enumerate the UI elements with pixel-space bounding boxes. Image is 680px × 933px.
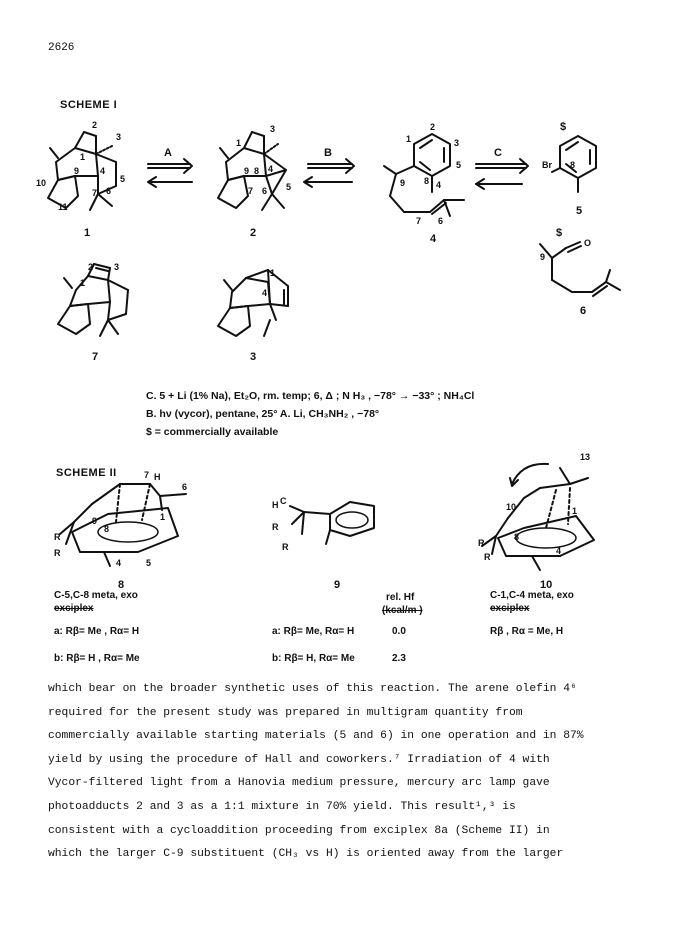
svg-text:13: 13 bbox=[580, 452, 591, 462]
svg-text:1: 1 bbox=[270, 268, 276, 278]
compound-3-number: 3 bbox=[250, 351, 257, 363]
svg-text:9: 9 bbox=[244, 166, 250, 176]
structure-compound-4 bbox=[384, 134, 464, 216]
svg-text:3: 3 bbox=[454, 138, 460, 148]
scheme-1-structures bbox=[0, 110, 680, 390]
svg-text:8: 8 bbox=[104, 524, 110, 534]
svg-text:9: 9 bbox=[92, 516, 98, 526]
svg-text:6: 6 bbox=[438, 216, 444, 226]
structure-compound-9 bbox=[290, 502, 374, 544]
svg-text:9: 9 bbox=[400, 178, 406, 188]
commercial-mark-6: $ bbox=[556, 227, 563, 239]
svg-text:7: 7 bbox=[248, 186, 254, 196]
compound-8-caption-line2: exciplex bbox=[54, 603, 94, 614]
svg-text:4: 4 bbox=[436, 180, 442, 190]
svg-text:9: 9 bbox=[540, 252, 546, 262]
body-line-4: yield by using the procedure of Hall and coworkers.⁷ Irradiation of 4 with bbox=[48, 753, 550, 766]
compound-10-substituents: Rβ , Rα = Me, H bbox=[490, 626, 564, 637]
structure-compound-6 bbox=[540, 242, 620, 296]
compound-8b-substituents: b: Rβ= H , Rα= Me bbox=[54, 653, 140, 664]
svg-text:H: H bbox=[154, 472, 161, 482]
compound-7-number: 7 bbox=[92, 351, 99, 363]
compound-5-number: 5 bbox=[576, 205, 583, 217]
svg-text:10: 10 bbox=[506, 502, 517, 512]
body-line-6: photoadducts 2 and 3 as a 1:1 mixture in 70% yield. This result¹,³ is bbox=[48, 800, 516, 813]
svg-text:4: 4 bbox=[268, 164, 274, 174]
svg-text:1: 1 bbox=[406, 134, 412, 144]
svg-text:3: 3 bbox=[270, 124, 276, 134]
svg-text:R: R bbox=[272, 522, 279, 532]
svg-text:5: 5 bbox=[456, 160, 462, 170]
svg-text:6: 6 bbox=[106, 186, 112, 196]
svg-text:4: 4 bbox=[100, 166, 106, 176]
svg-text:2: 2 bbox=[430, 122, 436, 132]
compound-1-number: 1 bbox=[84, 227, 91, 239]
compound-9a-substituents: a: Rβ= Me, Rα= H bbox=[272, 626, 355, 637]
svg-text:R: R bbox=[484, 552, 491, 562]
svg-text:4: 4 bbox=[262, 288, 268, 298]
compound-4-number: 4 bbox=[430, 233, 437, 245]
compound-10-caption-line1: C-1,C-4 meta, exo bbox=[490, 590, 574, 601]
commercial-mark-5: $ bbox=[560, 121, 567, 133]
svg-text:9: 9 bbox=[74, 166, 80, 176]
compound-9b-substituents: b: Rβ= H, Rα= Me bbox=[272, 653, 355, 664]
conditions-line-c: C. 5 + Li (1% Na), Et₂O, rm. temp; 6, Δ ; N H₃ , −78° → −33° ; NH₄Cl bbox=[146, 390, 475, 402]
svg-text:7: 7 bbox=[92, 188, 98, 198]
svg-text:O: O bbox=[584, 238, 592, 248]
compound-10-number: 10 bbox=[540, 579, 553, 590]
svg-text:2: 2 bbox=[88, 262, 94, 272]
structure-compound-2 bbox=[218, 132, 286, 210]
step-label-c: C bbox=[494, 147, 502, 159]
svg-text:6: 6 bbox=[182, 482, 188, 492]
compound-8a-substituents: a: Rβ= Me , Rα= H bbox=[54, 626, 140, 637]
scheme-1-title: SCHEME I bbox=[60, 99, 118, 111]
energy-value-b: 2.3 bbox=[392, 653, 406, 664]
svg-text:7: 7 bbox=[416, 216, 422, 226]
energy-header-line1: rel. Hf bbox=[386, 592, 415, 603]
svg-text:8: 8 bbox=[570, 160, 576, 170]
svg-text:8: 8 bbox=[254, 166, 260, 176]
energy-header-line2: (kcal/m ) bbox=[382, 605, 423, 616]
svg-text:5: 5 bbox=[146, 558, 152, 568]
svg-text:10: 10 bbox=[36, 178, 47, 188]
svg-text:1: 1 bbox=[80, 152, 86, 162]
conditions-line-ba: B. hν (vycor), pentane, 25° A. Li, CH₃NH₂ , −78° bbox=[146, 408, 380, 420]
compound-8-caption-line1: C-5,C-8 meta, exo bbox=[54, 590, 138, 601]
svg-text:R: R bbox=[282, 542, 289, 552]
body-line-5: Vycor-filtered light from a Hanovia medium pressure, mercury arc lamp gave bbox=[48, 777, 550, 790]
svg-text:R: R bbox=[54, 532, 61, 542]
structure-compound-8 bbox=[60, 484, 186, 566]
svg-text:C: C bbox=[280, 496, 287, 506]
compound-9-number: 9 bbox=[334, 579, 341, 590]
compound-8-number: 8 bbox=[118, 579, 125, 590]
svg-text:8: 8 bbox=[424, 176, 430, 186]
step-label-a: A bbox=[164, 147, 172, 159]
scheme-2-title: SCHEME II bbox=[56, 467, 117, 479]
body-paragraph bbox=[48, 678, 648, 867]
step-label-b: B bbox=[324, 147, 332, 159]
body-line-3: commercially available starting materials (5 and 6) in one operation and in 87% bbox=[48, 730, 584, 743]
energy-value-a: 0.0 bbox=[392, 626, 406, 637]
reaction-arrows bbox=[148, 159, 528, 189]
svg-text:6: 6 bbox=[262, 186, 268, 196]
svg-text:4: 4 bbox=[116, 558, 122, 568]
svg-text:2: 2 bbox=[92, 120, 98, 130]
svg-text:1: 1 bbox=[236, 138, 242, 148]
scheme-2-structures bbox=[0, 440, 680, 590]
compound-10-caption-line2: exciplex bbox=[490, 603, 530, 614]
structure-compound-10 bbox=[482, 464, 594, 570]
compound-2-number: 2 bbox=[250, 227, 257, 239]
svg-text:1: 1 bbox=[80, 278, 86, 288]
svg-text:Br: Br bbox=[542, 160, 553, 170]
structure-compound-7 bbox=[58, 264, 128, 336]
svg-text:5: 5 bbox=[120, 174, 126, 184]
body-line-1: which bear on the broader synthetic uses of this reaction. The arene olefin 4⁶ bbox=[48, 683, 577, 695]
svg-text:8: 8 bbox=[514, 532, 520, 542]
svg-text:R: R bbox=[54, 548, 61, 558]
svg-text:R: R bbox=[478, 538, 485, 548]
svg-text:5: 5 bbox=[286, 182, 292, 192]
svg-text:7: 7 bbox=[144, 470, 150, 480]
svg-text:4: 4 bbox=[556, 546, 562, 556]
body-line-8: which the larger C-9 substituent (CH₃ vs H) is oriented away from the larger bbox=[48, 848, 564, 861]
svg-text:11: 11 bbox=[58, 202, 68, 212]
svg-text:1: 1 bbox=[572, 506, 578, 516]
svg-text:3: 3 bbox=[116, 132, 122, 142]
structure-compound-3 bbox=[218, 270, 288, 336]
page-number: 2626 bbox=[48, 42, 75, 54]
svg-text:3: 3 bbox=[114, 262, 120, 272]
body-line-7: consistent with a cycloaddition proceeding from exciplex 8a (Scheme II) in bbox=[48, 824, 550, 837]
compound-6-number: 6 bbox=[580, 305, 587, 317]
svg-text:1: 1 bbox=[160, 512, 166, 522]
svg-text:H: H bbox=[272, 500, 279, 510]
body-line-2: required for the present study was prepared in multigram quantity from bbox=[48, 706, 523, 719]
structure-compound-1 bbox=[48, 132, 116, 210]
conditions-footnote: $ = commercially available bbox=[146, 426, 279, 438]
